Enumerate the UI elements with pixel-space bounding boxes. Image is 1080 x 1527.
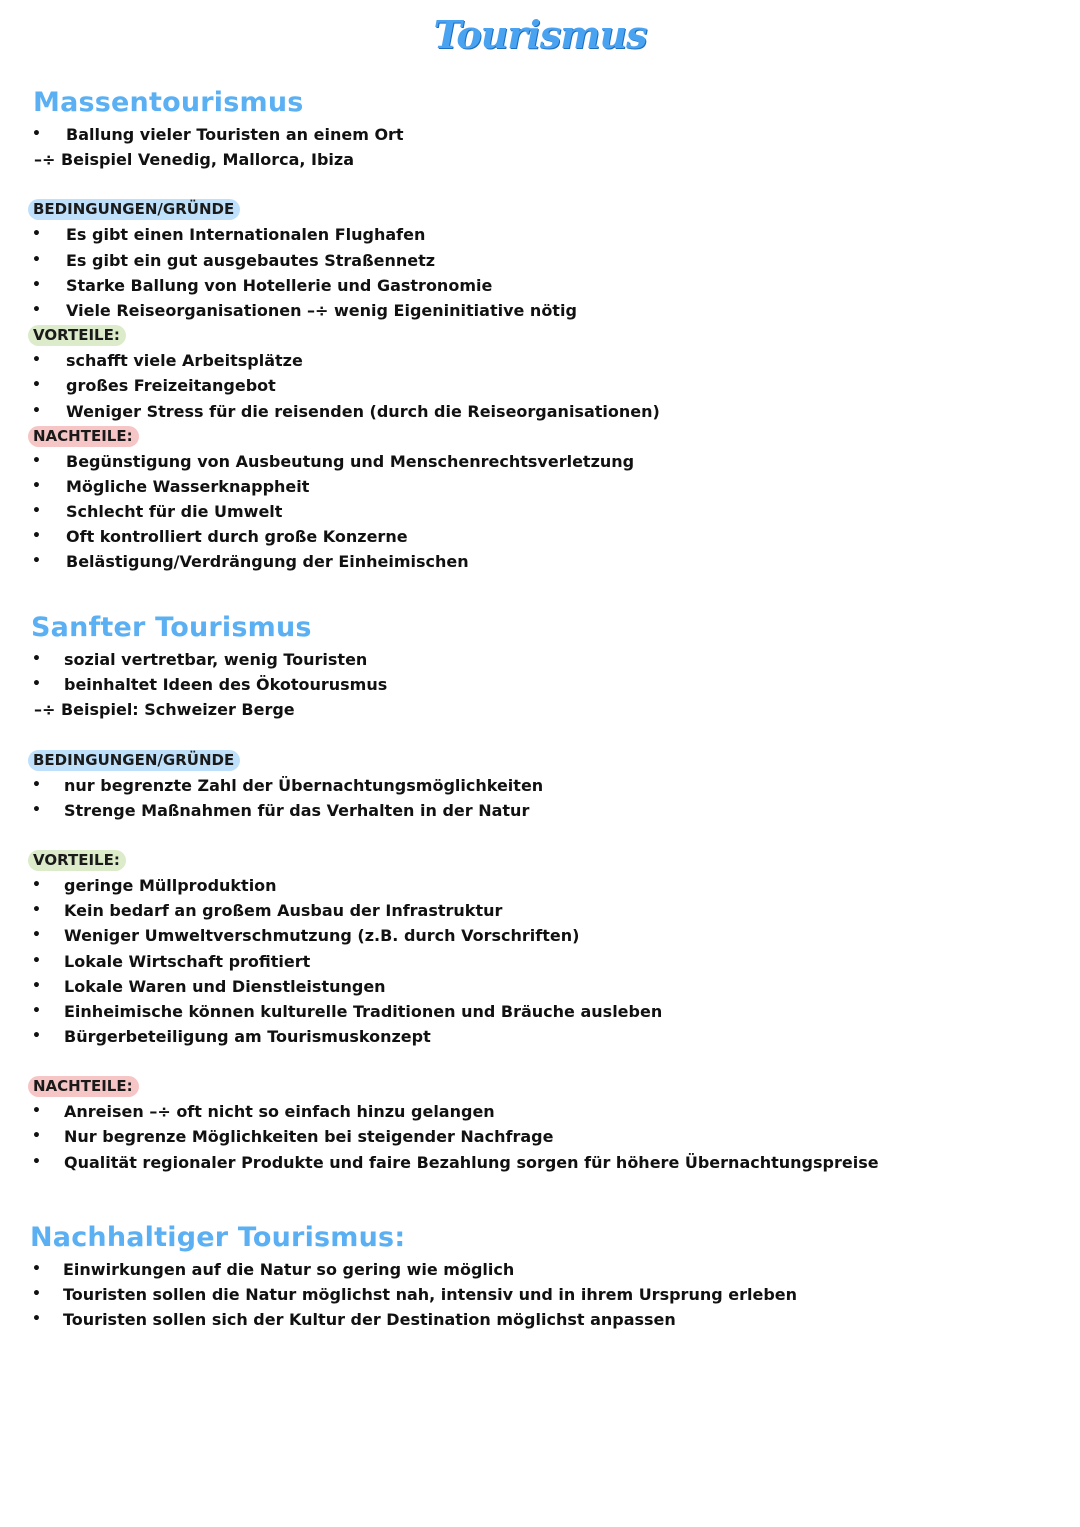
list-item: • Es gibt einen Internationalen Flughafen [0,222,1080,247]
bullet-icon: • [32,402,41,419]
list-item: • großes Freizeitangebot [0,373,1080,398]
bullet-icon: • [32,977,41,994]
advantages-label: VORTEILE: [28,325,126,346]
list-item: • beinhaltet Ideen des Ökotourusmus [0,672,1080,697]
bullet-icon: • [32,251,41,268]
list-item: • Viele Reiseorganisationen –÷ wenig Eigeninitiative nötig [0,298,1080,323]
bullet-icon: • [32,452,41,469]
bullet-icon: • [32,776,41,793]
list-item: • Lokale Waren und Dienstleistungen [0,974,1080,999]
list-item: • Starke Ballung von Hotellerie und Gastronomie [0,273,1080,298]
list-item: • Ballung vieler Touristen an einem Ort [0,122,1080,147]
bullet-icon: • [32,1261,41,1277]
bullet-icon: • [32,1311,41,1328]
list-item: • Touristen sollen die Natur möglichst nah, intensiv und in ihrem Ursprung erleben [0,1282,1080,1307]
section-heading: Massentourismus [33,87,304,118]
list-item: • Es gibt ein gut ausgebautes Straßennetz [0,248,1080,273]
list-item: • sozial vertretbar, wenig Touristen [0,647,1080,672]
bullet-icon: • [32,651,41,667]
section-sustainable-tourism [0,1219,1080,1333]
list-item: • Kein bedarf an großem Ausbau der Infrastruktur [0,898,1080,923]
disadvantages-label: NACHTEILE: [28,1076,139,1097]
bullet-icon: • [32,301,41,318]
list-item: • Anreisen –÷ oft nicht so einfach hinzu gelangen [0,1099,1080,1124]
bullet-icon: • [32,952,41,969]
bullet-icon: • [32,477,41,494]
conditions-label: BEDINGUNGEN/GRÜNDE [28,199,240,220]
bullet-icon: • [32,876,41,893]
section-mass-tourism [0,84,1080,575]
list-item: • Lokale Wirtschaft profitiert [0,949,1080,974]
bullet-icon: • [32,126,41,142]
bullet-icon: • [32,377,41,394]
list-item: • Belästigung/Verdrängung der Einheimischen [0,549,1080,574]
bullet-icon: • [32,1128,41,1145]
disadvantages-label: NACHTEILE: [28,426,139,447]
bullet-icon: • [32,927,41,944]
example-line: –÷ Beispiel Venedig, Mallorca, Ibiza [34,150,355,170]
list-item: • Qualität regionaler Produkte und faire Bezahlung sorgen für höhere Übernachtungspreise [0,1150,1080,1175]
bullet-icon: • [32,1028,41,1045]
list-item: • Einwirkungen auf die Natur so gering wie möglich [0,1257,1080,1282]
list-item: • Nur begrenze Möglichkeiten bei steigender Nachfrage [0,1124,1080,1149]
bullet-icon: • [32,1002,41,1019]
list-item: • Begünstigung von Ausbeutung und Menschenrechtsverletzung [0,449,1080,474]
bullet-icon: • [32,276,41,293]
list-item: • Weniger Umweltverschmutzung (z.B. durch Vorschriften) [0,923,1080,948]
list-item: • Oft kontrolliert durch große Konzerne [0,524,1080,549]
advantages-label: VORTEILE: [28,850,126,871]
bullet-icon: • [32,1103,41,1120]
bullet-icon: • [32,801,41,818]
bullet-icon: • [32,1153,41,1170]
conditions-label: BEDINGUNGEN/GRÜNDE [28,750,240,771]
list-item: • Schlecht für die Umwelt [0,499,1080,524]
list-item: • Touristen sollen sich der Kultur der Destination möglichst anpassen [0,1307,1080,1332]
bullet-icon: • [32,503,41,520]
example-line: –÷ Beispiel: Schweizer Berge [34,700,295,720]
list-item: • Bürgerbeteiligung am Tourismuskonzept [0,1024,1080,1049]
list-item: • nur begrenzte Zahl der Übernachtungsmöglichkeiten [0,773,1080,798]
bullet-icon: • [32,528,41,545]
section-heading: Nachhaltiger Tourismus: [30,1222,406,1253]
bullet-icon: • [32,553,41,570]
list-item: • Mögliche Wasserknappheit [0,474,1080,499]
page-title: Tourismus [433,12,647,57]
bullet-icon: • [32,352,41,369]
list-item: • Strenge Maßnahmen für das Verhalten in der Natur [0,798,1080,823]
bullet-icon: • [32,1286,41,1303]
list-item: • Einheimische können kulturelle Traditionen und Bräuche ausleben [0,999,1080,1024]
bullet-icon: • [32,226,41,243]
list-item: • Weniger Stress für die reisenden (durch die Reiseorganisationen) [0,399,1080,424]
section-soft-tourism [0,609,1080,1175]
section-heading: Sanfter Tourismus [31,612,312,643]
bullet-icon: • [32,902,41,919]
bullet-icon: • [32,676,41,693]
list-item: • geringe Müllproduktion [0,873,1080,898]
list-item: • schafft viele Arbeitsplätze [0,348,1080,373]
